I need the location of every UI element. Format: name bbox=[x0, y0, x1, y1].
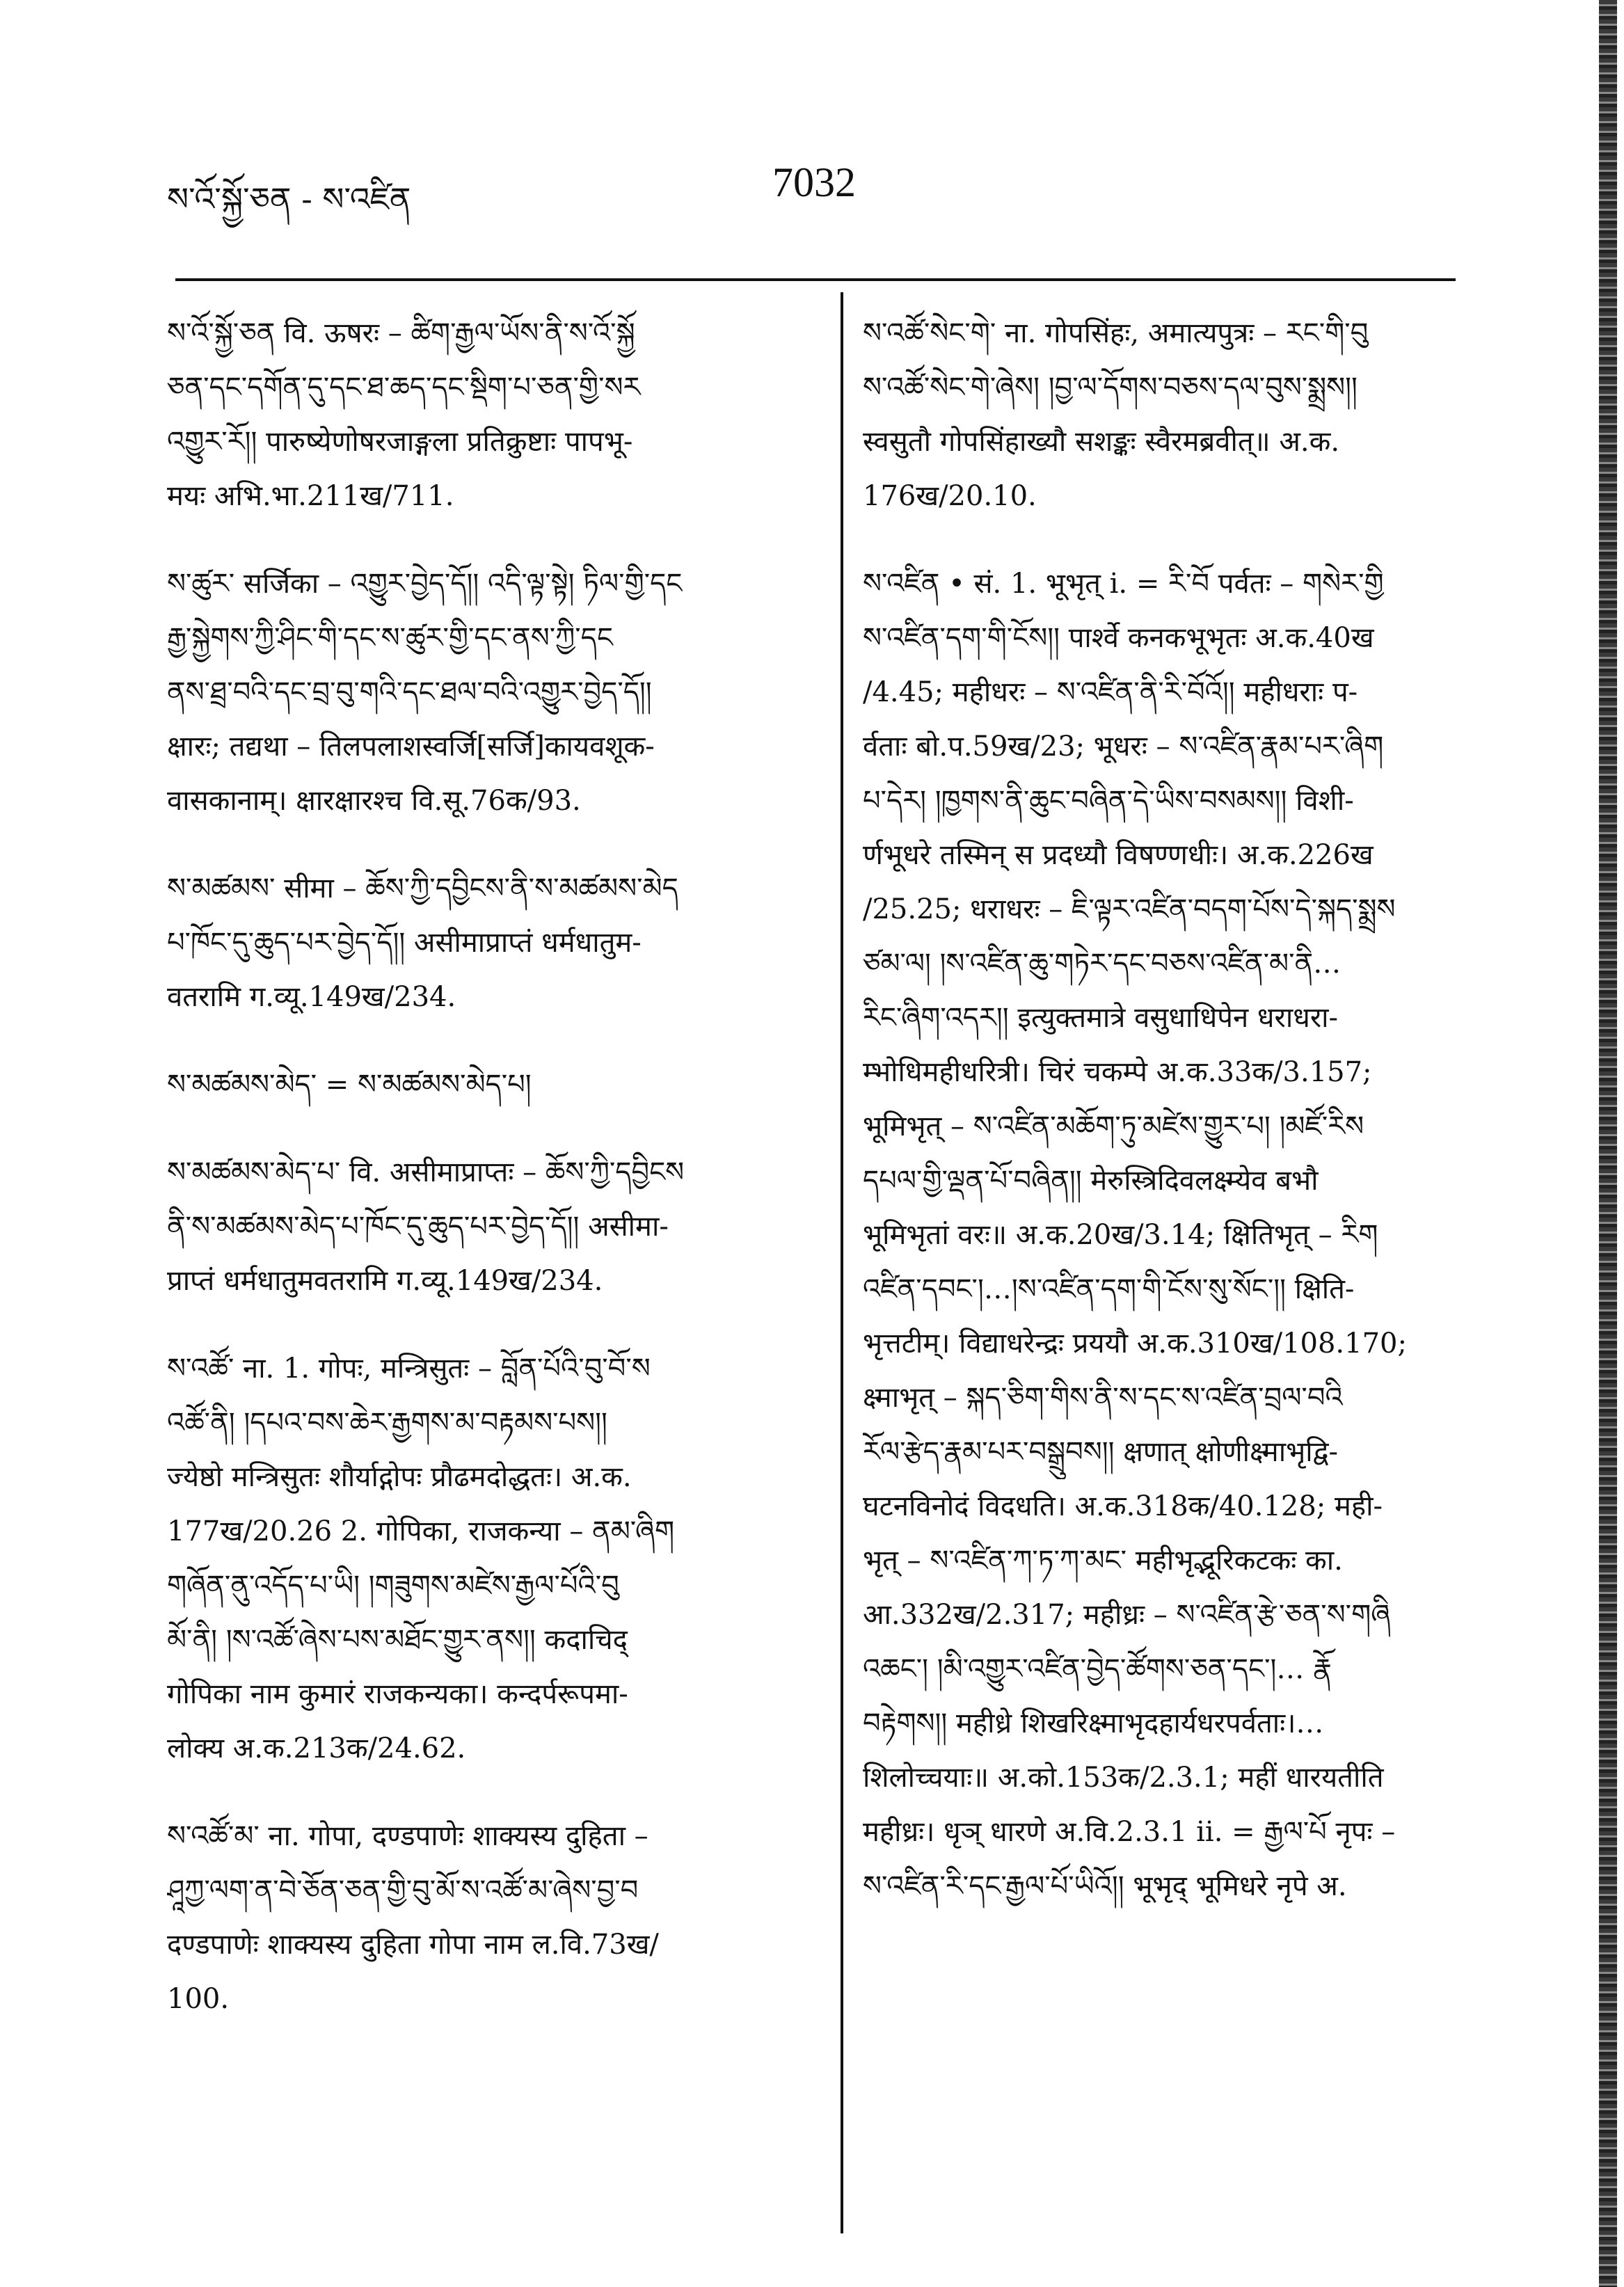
running-head: ས་འོ་སྐྱོ་ཅན - ས་འཛིན bbox=[167, 180, 411, 218]
dictionary-entry bbox=[167, 1809, 818, 2026]
entry-line: ས་འཚོ་སེང་གེ་ ना. गोपसिंहः, अमात्यपुत्रः – རང་གི་བུ bbox=[863, 317, 1369, 349]
entry-line: ས་མཚམས་ सीमा – ཆོས་ཀྱི་དབྱིངས་ནི་ས་མཚམས་མེད bbox=[167, 872, 678, 905]
entry-line: གཞོན་ནུ་འདོད་པ་ཡི། །གཟུགས་མཛེས་རྒྱལ་པོའི་བུ bbox=[167, 1570, 619, 1602]
entry-line: འཚོ་ནི། །དཔའ་བས་ཆེར་རྒྱགས་མ་བརྟམས་པས།། bbox=[167, 1407, 607, 1439]
entry-line: 176ख/20.10. bbox=[863, 480, 1037, 512]
entry-line: महीध्रः। धृञ् धारणे अ.वि.2.3.1 ii. = རྒྱལ་པོ नृपः – bbox=[863, 1816, 1396, 1848]
dictionary-entry bbox=[863, 557, 1451, 1913]
entry-line: क्ष्माभृत् – སྐད་ཅིག་གིས་ནི་ས་དང་ས་འཛིན་བྲལ་བའི bbox=[863, 1382, 1343, 1414]
entry-line: ས་མཚམས་མེད་པ་ वि. असीमाप्राप्तः – ཆོས་ཀྱི་དབྱིངས bbox=[167, 1156, 685, 1188]
entry-line: ས་འཚོ་སེང་གེ་ཞེས། །བྱ་ལ་དོགས་བཅས་དལ་བུས་སྨྲས།། bbox=[863, 372, 1358, 404]
entry-line: भृत्तटीम्। विद्याधरेन्द्रः प्रययौ अ.क.310ख/108.170; bbox=[863, 1328, 1407, 1360]
entry-line: འཆང་། །མི་འགྱུར་འཛིན་བྱེད་ཚོགས་ཅན་དང་།… རྣོ bbox=[863, 1653, 1332, 1685]
entry-line: པ་དེར། །ཁྱགས་ནི་ཆུང་བཞིན་དེ་ཡིས་བསམས།། विशी- bbox=[863, 785, 1354, 817]
entry-line: ཤཱཀྱ་ལག་ན་བེ་ཅོན་ཅན་གྱི་བུ་མོ་ས་འཚོ་མ་ཞེས་བྱ་བ bbox=[167, 1874, 639, 1906]
entry-line: རོལ་རྩེད་རྣམ་པར་བསྒྲུབས།། क्षणात् क्षोणीक्ष्माभृद्वि- bbox=[863, 1436, 1339, 1468]
entry-line: क्षारः; तद्यथा – तिलपलाशस्वर्जि[सर्जि]कायवशूक- bbox=[167, 731, 655, 763]
entry-line: ज्येष्ठो मन्त्रिसुतः शौर्याद्गोपः प्रौढमदोद्धतः। अ.क. bbox=[167, 1461, 632, 1493]
left-column bbox=[167, 306, 818, 2059]
entry-line: འགྱུར་རོ།། पारुष्येणोषरजाङ्गला प्रतिक्रुष्टाः पापभू- bbox=[167, 426, 633, 458]
entry-line: རྒྱ་སྐྱེགས་ཀྱི་ཤིང་གི་དང་ས་ཚུར་གྱི་དང་ནས་ཀྱི་དང bbox=[167, 622, 613, 654]
entry-line: शिलोच्चयाः॥ अ.को.153क/2.3.1; महीं धारयतीति bbox=[863, 1762, 1384, 1794]
entry-line: ཙམ་ལ། །ས་འཛིན་ཆུ་གཏེར་དང་བཅས་འཛིན་མ་ནི… bbox=[863, 948, 1342, 980]
entry-line: आ.332ख/2.317; महीध्रः – ས་འཛིན་རྩེ་ཅན་ས་གཞི bbox=[863, 1599, 1391, 1631]
entry-line: म्भोधिमहीधरित्री। चिरं चकम्पे अ.क.33क/3.157; bbox=[863, 1056, 1372, 1088]
entry-line: དཔལ་གྱི་ལྡན་པོ་བཞིན།། मेरुस्त्रिदिवलक्ष्म्येव बभौ bbox=[863, 1165, 1319, 1197]
entry-line: ས་འཚོ་ ना. 1. गोपः, मन्त्रिसुतः – བློན་པོའི་བུ་བོ་ས bbox=[167, 1353, 651, 1385]
entry-line: འཛིན་དབང་།…།ས་འཛིན་དག་གི་ངོས་སུ་སོང་།། क्षिति- bbox=[863, 1273, 1355, 1305]
entry-line: ས་འཚོ་མ་ ना. गोपा, दण्डपाणेः शाक्यस्य दुहिता – bbox=[167, 1820, 648, 1852]
entry-line: ས་འཛིན་རི་དང་རྒྱལ་པོ་ཡིའོ།། भूभृद् भूमिधरे नृपे अ. bbox=[863, 1870, 1347, 1902]
entry-line: र्णभूधरे तस्मिन् स प्रदध्यौ विषण्णधीः। अ.क.226ख bbox=[863, 839, 1374, 871]
dictionary-entry bbox=[167, 1341, 818, 1776]
entry-line: ཅན་དང་དགོན་དུ་དང་ཐ་ཆད་དང་སྡིག་པ་ཅན་གྱི་སར bbox=[167, 372, 641, 404]
dictionary-entry bbox=[167, 557, 818, 828]
entry-line: རིང་ཞིག་འདར།། इत्युक्तमात्रे वसुधाधिपेन धराधरा- bbox=[863, 1002, 1339, 1034]
entry-line: लोक्य अ.क.213क/24.62. bbox=[167, 1732, 466, 1764]
header-rule bbox=[175, 278, 1456, 281]
entry-line: ས་མཚམས་མེད་ = ས་མཚམས་མེད་པ། bbox=[167, 1069, 532, 1101]
dictionary-entry bbox=[167, 1145, 818, 1308]
entry-line: भृत् – ས་འཛིན་ཀ་ཏ་ཀ་མང་ महीभृद्भूरिकटकः का. bbox=[863, 1545, 1343, 1577]
entry-line: वासकानाम्। क्षारक्षारश्च वि.सू.76क/93. bbox=[167, 785, 581, 817]
entry-line: प्राप्तं धर्मधातुमवतरामि ग.व्यू.149ख/234. bbox=[167, 1265, 603, 1297]
entry-line: ས་ཚུར་ सर्जिका – འགྱུར་བྱེད་དོ།། འདི་ལྟ་སྟེ། ཏིལ་གྱི་དང bbox=[167, 568, 683, 600]
entry-line: र्वताः बो.प.59ख/23; भूधरः – ས་འཛིན་རྣམ་པར་ཞིག bbox=[863, 731, 1384, 763]
dictionary-entry bbox=[863, 306, 1451, 523]
page-number: 7032 bbox=[772, 159, 856, 205]
entry-line: दण्डपाणेः शाक्यस्य दुहिता गोपा नाम ल.वि.73ख/ bbox=[167, 1929, 659, 1961]
entry-line: ས་འཛིན་དག་གི་ངོས།། पार्श्वे कनकभूभृतः अ.क.40ख bbox=[863, 622, 1374, 654]
right-column bbox=[863, 306, 1451, 1947]
entry-line: /25.25; धराधरः – ཇི་ལྟར་འཛིན་བདག་པོས་དེ་སྐད་སྨྲས bbox=[863, 893, 1396, 925]
entry-line: भूमिभृतां वरः॥ अ.क.20ख/3.14; क्षितिभृत् – རིག bbox=[863, 1219, 1378, 1251]
entry-line: /4.45; महीधरः – ས་འཛིན་ནི་རི་བོའོ།། महीधराः प- bbox=[863, 676, 1358, 708]
dictionary-entry bbox=[167, 1058, 818, 1112]
entry-line: ས་འོ་སྐྱོ་ཅན वि. ऊषरः – ཚིག་རྒྱལ་ཡོས་ནི་ས་འོ་སྐྱོ bbox=[167, 317, 635, 349]
dictionary-entry bbox=[167, 306, 818, 523]
scan-edge bbox=[1599, 0, 1617, 2287]
entry-line: 100. bbox=[167, 1983, 230, 2015]
entry-line: 177ख/20.26 2. गोपिका, राजकन्या – ནམ་ཞིག bbox=[167, 1515, 675, 1547]
entry-line: गोपिका नाम कुमारं राजकन्यका। कन्दर्परूपमा- bbox=[167, 1678, 628, 1710]
entry-line: མོ་ནི། །ས་འཚོ་ཞེས་པས་མཐོང་གྱུར་ནས།། कदाचिद् bbox=[167, 1624, 628, 1656]
entry-line: स्वसुतौ गोपसिंहाख्यौ सशङ्कः स्वैरमब्रवीत्॥ अ.क. bbox=[863, 426, 1340, 458]
entry-line: भूमिभृत् – ས་འཛིན་མཆོག་ཏུ་མཛེས་གྱུར་པ། །མཛོ་རིས bbox=[863, 1110, 1364, 1142]
entry-line: ནི་ས་མཚམས་མེད་པ་ཁོང་དུ་ཆུད་པར་བྱེད་དོ།། असीमा- bbox=[167, 1211, 669, 1243]
entry-line: घटनविनोदं विदधति। अ.क.318क/40.128; मही- bbox=[863, 1490, 1383, 1522]
entry-line: ས་འཛིན • सं. 1. भूभृत् i. = རི་བོ पर्वतः – གསེར་གྱི bbox=[863, 568, 1384, 600]
column-divider bbox=[841, 292, 843, 2233]
entry-line: वतरामि ग.व्यू.149ख/234. bbox=[167, 981, 456, 1013]
entry-line: བརྟེགས།། महीध्रे शिखरिक्ष्माभृदहार्यधरपर्वताः।… bbox=[863, 1707, 1324, 1739]
dictionary-entry bbox=[167, 861, 818, 1024]
entry-line: ནས་ཐྲ་བའི་དང་བྲ་བུ་གའི་དང་ཐལ་བའི་འགྱུར་བྱེད་དོ།། bbox=[167, 676, 652, 708]
entry-line: मयः अभि.भा.211ख/711. bbox=[167, 480, 454, 512]
entry-line: པ་ཁོང་དུ་ཆུད་པར་བྱེད་དོ།། असीमाप्राप्तं धर्मधातुम- bbox=[167, 927, 642, 959]
